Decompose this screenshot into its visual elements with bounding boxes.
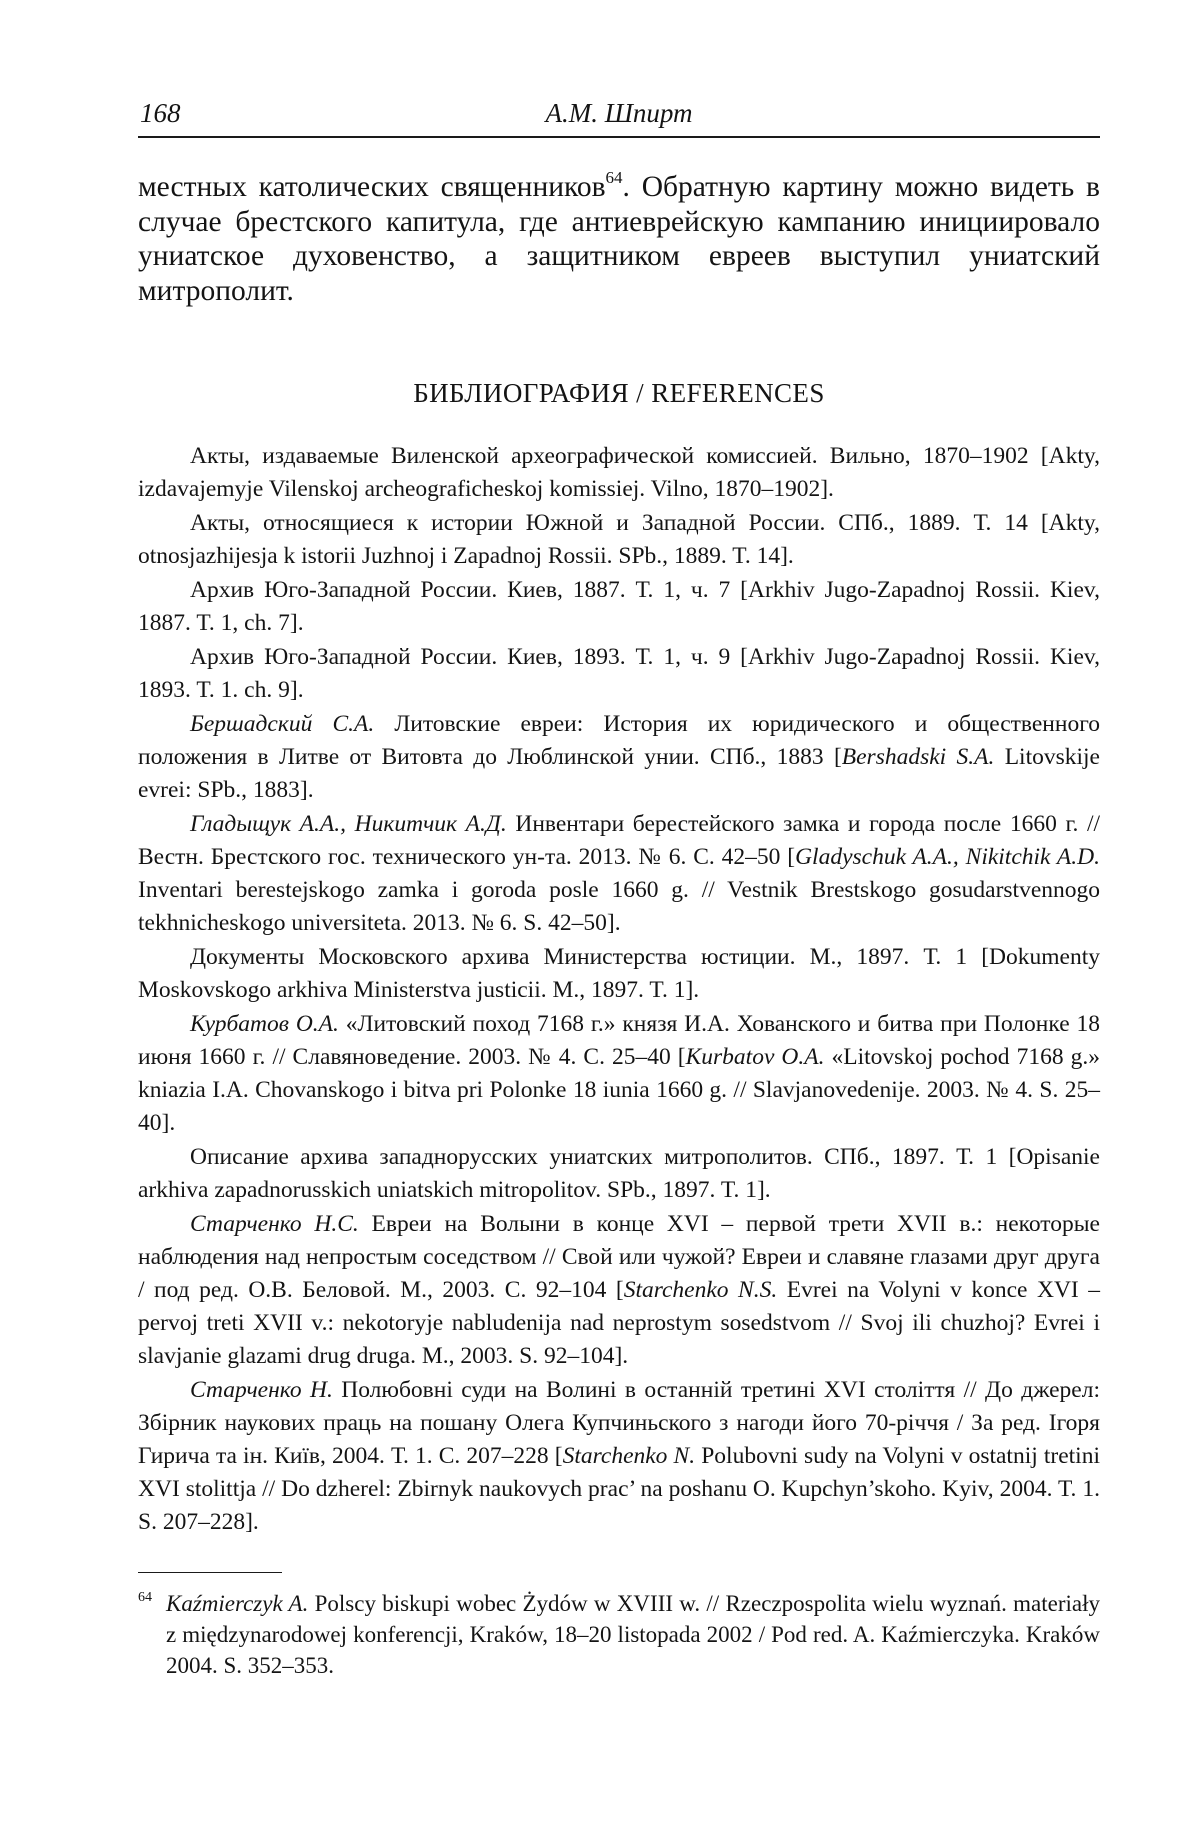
reference-entry xyxy=(138,1208,1100,1373)
footnote-text: Polscy biskupi wobec Żydów w XVIII w. // Rzeczpospolita wielu wyznań. materiały z międzynarodowej konferencji, Kraków, 18–20 listopada 2002 / Pod red. A. Kaźmierczyka. Kraków 2004. S. 352–353. xyxy=(166,1591,1100,1678)
reference-text: Описание архива западнорусских униатских митрополитов. СПб., 1897. Т. 1 [Opisanie arkhiva zapadnorusskich uniatskich mitropolitov. SPb., 1897. T. 1]. xyxy=(138,1144,1100,1203)
reference-translit-author: Gladyschuk A.A., Nikitchik A.D. xyxy=(795,844,1100,870)
references-heading: БИБЛИОГРАФИЯ / REFERENCES xyxy=(138,378,1100,409)
body-text-after-note: . Обратную картину можно видеть в случае брестского капитула, где антиеврейскую кампанию инициировало униатское духовенство, а защитником евреев выступил униатский митрополит. xyxy=(138,171,1100,307)
reference-text: Документы Московского архива Министерства юстиции. М., 1897. Т. 1 [Dokumenty Moskovskogo arkhiva Ministerstva justicii. M., 1897. T. 1]. xyxy=(138,944,1100,1003)
reference-translit-author: Bershadski S.A. xyxy=(842,744,995,770)
reference-translit-text: Evrei na Volyni v konce XVI – pervoj treti XVII v.: nekotoryje nabludenija nad neprostym sosedstvom // Svoj ili chuzhoj? Evrei i slavjanie glazami drug druga. M., 2003. S. 92–104]. xyxy=(138,1277,1100,1369)
reference-text: Акты, относящиеся к истории Южной и Западной России. СПб., 1889. Т. 14 [Akty, otnosjazhijesja k istorii Juzhnoj i Zapadnoj Rossii. SPb., 1889. T. 14]. xyxy=(138,510,1100,569)
reference-entry xyxy=(138,1008,1100,1140)
reference-author: Старченко Н.С. xyxy=(190,1211,359,1237)
reference-list xyxy=(138,440,1100,1540)
reference-entry xyxy=(138,708,1100,807)
reference-entry xyxy=(138,440,1100,506)
footnote xyxy=(138,1588,1100,1681)
body-paragraph xyxy=(138,170,1100,308)
reference-entry xyxy=(138,941,1100,1007)
page-number: 168 xyxy=(140,98,181,129)
reference-text: Литовские евреи: История их юридического и общественного положения в Литве от Витовта до Люблинской унии. СПб., 1883 [ xyxy=(138,711,1100,770)
reference-text: Полюбовні суди на Волині в останній третині XVI століття // До джерел: Збірник наукових праць на пошану Олега Купчиньского з нагоди його 70-річчя / За ред. Ігоря Гирича та ін. Київ, 2004. Т. 1. С. 207–228 [ xyxy=(138,1377,1100,1469)
running-title: А.М. Шпирт xyxy=(138,98,1100,129)
reference-translit-author: Starchenko N. xyxy=(563,1443,696,1469)
footnote-separator xyxy=(138,1572,282,1573)
reference-translit-text: Inventari berestejskogo zamka i goroda posle 1660 g. // Vestnik Brestskogo gosudarstvennogo tekhnicheskogo universiteta. 2013. № 6. S. 42–50]. xyxy=(138,877,1100,936)
reference-text: Архив Юго-Западной России. Киев, 1893. Т. 1, ч. 9 [Arkhiv Jugo-Zapadnoj Rossii. Kiev, 1893. T. 1. ch. 9]. xyxy=(138,644,1100,703)
reference-text: Инвентари берестейского замка и города после 1660 г. // Вестн. Брестского гос. технического ун-та. 2013. № 6. С. 42–50 [ xyxy=(138,811,1100,870)
reference-author: Гладыщук А.А., Никитчик А.Д. xyxy=(190,811,507,837)
reference-text: Архив Юго-Западной России. Киев, 1887. Т. 1, ч. 7 [Arkhiv Jugo-Zapadnoj Rossii. Kiev, 1887. T. 1, ch. 7]. xyxy=(138,577,1100,636)
reference-translit-text: «Litovskoj pochod 7168 g.» kniazia I.A. Chovanskogo i bitva pri Polonke 18 iunia 1660 g. // Slavjanovedenije. 2003. № 4. S. 25–40]. xyxy=(138,1044,1100,1136)
reference-entry xyxy=(138,808,1100,940)
footnote-number: 64 xyxy=(138,1588,152,1608)
reference-translit-text: Litovskije evrei: SPb., 1883]. xyxy=(138,744,1100,803)
journal-page xyxy=(0,0,1200,1842)
footnote-author: Kaźmierczyk A. xyxy=(166,1591,308,1616)
reference-entry xyxy=(138,507,1100,573)
reference-text: «Литовский поход 7168 г.» князя И.А. Хованского и битва при Полонке 18 июня 1660 г. // Славяноведение. 2003. № 4. С. 25–40 [ xyxy=(138,1011,1100,1070)
reference-entry xyxy=(138,574,1100,640)
reference-translit-author: Kurbatov O.A. xyxy=(686,1044,825,1070)
reference-text: Евреи на Волыни в конце XVI – первой трети XVII в.: некоторые наблюдения над непростым соседством // Свой или чужой? Евреи и славяне глазами друг друга / под ред. О.В. Беловой. М., 2003. С. 92–104 [ xyxy=(138,1211,1100,1303)
reference-author: Бершадский С.А. xyxy=(190,711,374,737)
reference-entry xyxy=(138,1141,1100,1207)
reference-translit-author: Starchenko N.S. xyxy=(624,1277,778,1303)
reference-entry xyxy=(138,1374,1100,1539)
body-text-before-note: местных католических священников xyxy=(138,171,606,203)
footnote-reference[interactable]: 64 xyxy=(606,168,623,187)
reference-text: Акты, издаваемые Виленской археографической комиссией. Вильно, 1870–1902 [Akty, izdavajemyje Vilenskoj archeograficheskoj komissiej. Vilno, 1870–1902]. xyxy=(138,443,1100,502)
reference-entry xyxy=(138,641,1100,707)
reference-author: Курбатов О.А. xyxy=(190,1011,339,1037)
reference-translit-text: Polubovni sudy na Volyni v ostatnij tretini XVI stolittja // Do dzherel: Zbirnyk naukovych prac’ na poshanu O. Kupchyn’skoho. Kyiv, 2004. T. 1. S. 207–228]. xyxy=(138,1443,1100,1535)
reference-author: Старченко Н. xyxy=(190,1377,333,1403)
running-header xyxy=(138,96,1100,138)
